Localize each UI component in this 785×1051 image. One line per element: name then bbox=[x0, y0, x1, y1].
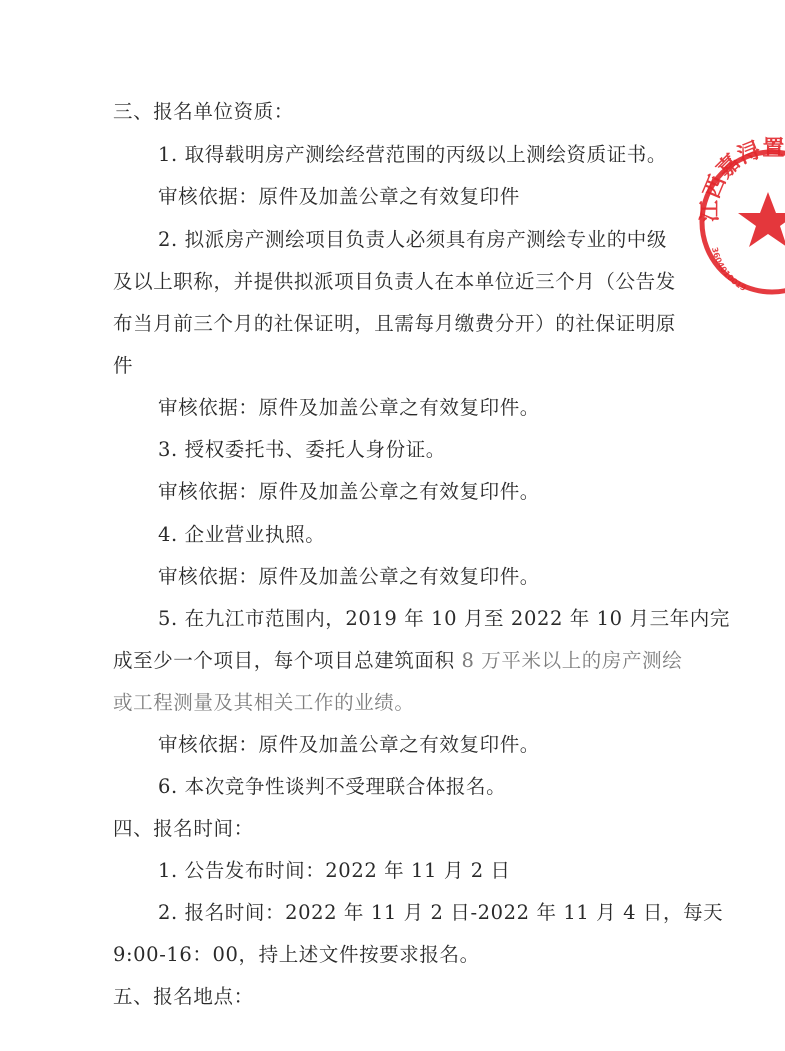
seal-text: 江西嘉浔置 bbox=[696, 135, 785, 223]
requirement-item-3: 3. 授权委托书、委托人身份证。 bbox=[158, 438, 446, 461]
requirement-item-2-line-3: 布当月前三个月的社保证明，且需每月缴费分开）的社保证明原 bbox=[113, 312, 676, 335]
requirement-item-5-line-3: 或工程测量及其相关工作的业绩。 bbox=[113, 691, 415, 714]
requirement-item-5-line-2-faint: 8 万平米以上的房产测绘 bbox=[461, 649, 683, 672]
review-basis-3: 审核依据：原件及加盖公章之有效复印件。 bbox=[158, 480, 540, 503]
review-basis-4: 审核依据：原件及加盖公章之有效复印件。 bbox=[158, 565, 540, 588]
requirement-item-5-line-2 bbox=[113, 649, 682, 673]
requirement-item-2-line-2: 及以上职称，并提供拟派项目负责人在本单位近三个月（公告发 bbox=[113, 270, 676, 293]
review-basis-1: 审核依据：原件及加盖公章之有效复印件 bbox=[158, 185, 520, 208]
section-heading-registration-time: 四、报名时间： bbox=[113, 817, 254, 840]
company-seal-stamp bbox=[690, 135, 785, 300]
time-item-2-line-2: 9:00-16：00，持上述文件按要求报名。 bbox=[113, 943, 480, 966]
requirement-item-6: 6. 本次竞争性谈判不受理联合体报名。 bbox=[158, 775, 507, 798]
requirement-item-2-line-4: 件 bbox=[113, 354, 134, 377]
section-heading-qualifications: 三、报名单位资质： bbox=[113, 100, 294, 123]
time-item-1: 1. 公告发布时间：2022 年 11 月 2 日 bbox=[158, 859, 511, 882]
section-heading-registration-location: 五、报名地点： bbox=[113, 985, 254, 1008]
requirement-item-1: 1. 取得载明房产测绘经营范围的丙级以上测绘资质证书。 bbox=[158, 143, 668, 166]
svg-text:3604010019 bbox=[710, 246, 748, 293]
review-basis-2: 审核依据：原件及加盖公章之有效复印件。 bbox=[158, 396, 540, 419]
seal-number: 3604010019 bbox=[709, 246, 748, 293]
star-icon bbox=[738, 192, 785, 247]
time-item-2-line-1: 2. 报名时间：2022 年 11 月 2 日-2022 年 11 月 4 日，每天 bbox=[158, 901, 724, 924]
requirement-item-5-line-2-main: 成至少一个项目，每个项目总建筑面积 bbox=[113, 649, 462, 672]
requirement-item-2-line-1: 2. 拟派房产测绘项目负责人必须具有房产测绘专业的中级 bbox=[158, 228, 668, 251]
requirement-item-5-line-1: 5. 在九江市范围内，2019 年 10 月至 2022 年 10 月三年内完 bbox=[158, 607, 730, 630]
requirement-item-4: 4. 企业营业执照。 bbox=[158, 523, 326, 546]
review-basis-5: 审核依据：原件及加盖公章之有效复印件。 bbox=[158, 733, 540, 756]
